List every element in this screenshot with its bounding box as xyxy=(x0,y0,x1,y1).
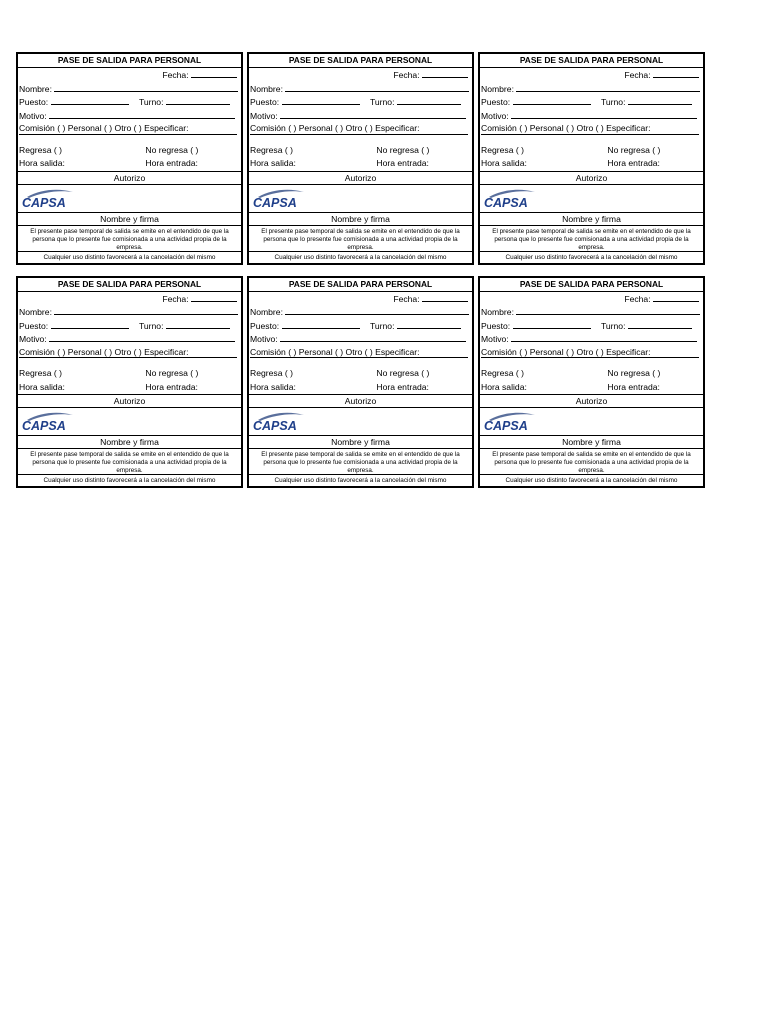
capsa-logo xyxy=(252,188,312,210)
tipo-line: Comisión ( ) Personal ( ) Otro ( ) Especificar: xyxy=(481,346,651,357)
hora-row xyxy=(249,381,472,395)
turno-blank xyxy=(397,319,461,329)
capsa-logo-text: CAPSA xyxy=(253,419,297,433)
hora-salida-label: Hora salida: xyxy=(250,381,296,392)
nombre-label: Nombre: xyxy=(481,83,514,94)
motivo-label: Motivo: xyxy=(250,334,278,344)
regresa-label: Regresa ( ) xyxy=(19,368,62,378)
tipo-line: Comisión ( ) Personal ( ) Otro ( ) Especificar: xyxy=(250,346,420,357)
puesto-blank xyxy=(513,95,591,105)
notice-text: El presente pase temporal de salida se emite en el entendido de que la persona que lo presente fue comisionada a una actividad propia de la empresa. xyxy=(480,225,703,251)
turno-blank xyxy=(628,95,692,105)
puesto-turno-field xyxy=(249,319,472,333)
motivo-label: Motivo: xyxy=(250,110,278,121)
capsa-logo xyxy=(483,188,543,210)
fecha-blank xyxy=(422,68,468,78)
puesto-turno-field xyxy=(480,319,703,333)
signature-area xyxy=(249,407,472,435)
motivo-blank xyxy=(280,109,466,119)
nombre-label: Nombre: xyxy=(19,307,52,317)
hora-entrada-label: Hora entrada: xyxy=(607,158,660,168)
motivo-blank xyxy=(280,332,466,342)
fecha-field xyxy=(480,292,703,306)
hora-entrada-label: Hora entrada: xyxy=(376,158,429,168)
capsa-logo-text: CAPSA xyxy=(22,419,66,433)
nombre-label: Nombre: xyxy=(481,307,514,317)
fecha-field xyxy=(249,68,472,82)
hora-salida-label: Hora salida: xyxy=(19,158,65,168)
nombre-blank xyxy=(516,82,700,92)
nombre-field xyxy=(18,82,241,96)
capsa-logo-text: CAPSA xyxy=(22,195,66,210)
footer-text: Cualquier uso distinto favorecerá a la cancelación del mismo xyxy=(249,251,472,263)
hora-row xyxy=(18,381,241,395)
fecha-label: Fecha: xyxy=(393,70,420,80)
hora-row xyxy=(249,157,472,171)
fecha-label: Fecha: xyxy=(624,293,651,304)
footer-text: Cualquier uso distinto favorecerá a la cancelación del mismo xyxy=(18,251,241,263)
fecha-field xyxy=(480,68,703,82)
hora-row xyxy=(18,157,241,171)
autorizo-label: Autorizo xyxy=(249,171,472,184)
pass-title: PASE DE SALIDA PARA PERSONAL xyxy=(249,54,472,68)
no-regresa-label: No regresa ( ) xyxy=(376,368,430,378)
puesto-label: Puesto: xyxy=(19,320,49,331)
regresa-row xyxy=(480,144,703,158)
nombre-label: Nombre: xyxy=(19,83,52,94)
nombre-field xyxy=(249,82,472,96)
capsa-logo xyxy=(483,411,543,433)
passes-row xyxy=(16,276,706,489)
fecha-label: Fecha: xyxy=(393,293,420,304)
nombre-field xyxy=(480,82,703,96)
hora-salida-label: Hora salida: xyxy=(19,381,65,392)
firma-label: Nombre y firma xyxy=(249,212,472,225)
notice-text: El presente pase temporal de salida se emite en el entendido de que la persona que lo presente fue comisionada a una actividad propia de la empresa. xyxy=(249,448,472,474)
turno-label: Turno: xyxy=(138,97,164,107)
turno-label: Turno: xyxy=(138,320,164,331)
tipo-line: Comisión ( ) Personal ( ) Otro ( ) Especificar: xyxy=(19,123,189,133)
fecha-label: Fecha: xyxy=(624,70,651,80)
footer-text: Cualquier uso distinto favorecerá a la cancelación del mismo xyxy=(480,251,703,263)
hora-entrada-label: Hora entrada: xyxy=(145,158,198,168)
footer-text: Cualquier uso distinto favorecerá a la cancelación del mismo xyxy=(249,474,472,486)
nombre-blank xyxy=(54,305,238,315)
motivo-blank xyxy=(49,109,235,119)
autorizo-label: Autorizo xyxy=(18,171,241,184)
firma-label: Nombre y firma xyxy=(480,212,703,225)
fecha-blank xyxy=(191,68,237,78)
motivo-field xyxy=(18,109,241,123)
fecha-blank xyxy=(191,292,237,302)
regresa-label: Regresa ( ) xyxy=(250,144,293,155)
firma-label: Nombre y firma xyxy=(18,212,241,225)
nombre-blank xyxy=(54,82,238,92)
passes-grid xyxy=(16,52,706,499)
puesto-blank xyxy=(513,319,591,329)
autorizo-label: Autorizo xyxy=(480,394,703,407)
regresa-row xyxy=(480,367,703,381)
capsa-logo xyxy=(252,411,312,433)
hora-entrada-label: Hora entrada: xyxy=(145,381,198,392)
motivo-label: Motivo: xyxy=(19,110,47,121)
hora-salida-label: Hora salida: xyxy=(250,158,296,168)
nombre-field xyxy=(18,305,241,319)
exit-pass-form xyxy=(478,276,705,489)
fecha-blank xyxy=(422,292,468,302)
regresa-row xyxy=(18,367,241,381)
turno-label: Turno: xyxy=(600,320,626,331)
hora-entrada-label: Hora entrada: xyxy=(376,381,429,392)
puesto-turno-field xyxy=(480,95,703,109)
puesto-label: Puesto: xyxy=(481,320,511,331)
no-regresa-label: No regresa ( ) xyxy=(607,144,661,155)
motivo-field xyxy=(249,332,472,346)
notice-text: El presente pase temporal de salida se emite en el entendido de que la persona que lo presente fue comisionada a una actividad propia de la empresa. xyxy=(480,448,703,474)
footer-text: Cualquier uso distinto favorecerá a la cancelación del mismo xyxy=(18,474,241,486)
nombre-label: Nombre: xyxy=(250,307,283,317)
hora-entrada-label: Hora entrada: xyxy=(607,381,660,392)
nombre-blank xyxy=(285,305,469,315)
puesto-blank xyxy=(282,319,360,329)
puesto-blank xyxy=(51,95,129,105)
puesto-blank xyxy=(282,95,360,105)
fecha-blank xyxy=(653,292,699,302)
turno-label: Turno: xyxy=(369,97,395,107)
autorizo-label: Autorizo xyxy=(18,394,241,407)
regresa-label: Regresa ( ) xyxy=(19,144,62,155)
hora-row xyxy=(480,157,703,171)
pass-title: PASE DE SALIDA PARA PERSONAL xyxy=(249,278,472,292)
turno-label: Turno: xyxy=(369,320,395,331)
signature-area xyxy=(480,184,703,212)
puesto-label: Puesto: xyxy=(481,97,511,107)
no-regresa-label: No regresa ( ) xyxy=(376,144,430,155)
exit-pass-form xyxy=(247,52,474,265)
regresa-label: Regresa ( ) xyxy=(481,368,524,378)
exit-pass-form xyxy=(247,276,474,489)
no-regresa-label: No regresa ( ) xyxy=(607,368,661,378)
motivo-blank xyxy=(49,332,235,342)
turno-blank xyxy=(628,319,692,329)
turno-blank xyxy=(166,319,230,329)
puesto-blank xyxy=(51,319,129,329)
fecha-label: Fecha: xyxy=(162,293,189,304)
fecha-label: Fecha: xyxy=(162,70,189,80)
puesto-label: Puesto: xyxy=(250,320,280,331)
notice-text: El presente pase temporal de salida se emite en el entendido de que la persona que lo presente fue comisionada a una actividad propia de la empresa. xyxy=(18,448,241,474)
exit-pass-form xyxy=(478,52,705,265)
motivo-field xyxy=(18,332,241,346)
motivo-blank xyxy=(511,332,697,342)
footer-text: Cualquier uso distinto favorecerá a la cancelación del mismo xyxy=(480,474,703,486)
firma-label: Nombre y firma xyxy=(18,435,241,448)
no-regresa-label: No regresa ( ) xyxy=(145,368,199,378)
capsa-logo xyxy=(21,188,81,210)
nombre-field xyxy=(480,305,703,319)
capsa-logo-text: CAPSA xyxy=(484,419,528,433)
autorizo-label: Autorizo xyxy=(480,171,703,184)
regresa-label: Regresa ( ) xyxy=(250,368,293,378)
nombre-field xyxy=(249,305,472,319)
pass-title: PASE DE SALIDA PARA PERSONAL xyxy=(480,278,703,292)
signature-area xyxy=(249,184,472,212)
pass-title: PASE DE SALIDA PARA PERSONAL xyxy=(18,278,241,292)
capsa-logo xyxy=(21,411,81,433)
tipo-line: Comisión ( ) Personal ( ) Otro ( ) Especificar: xyxy=(250,123,420,133)
regresa-row xyxy=(18,144,241,158)
firma-label: Nombre y firma xyxy=(480,435,703,448)
puesto-label: Puesto: xyxy=(19,97,49,107)
hora-salida-label: Hora salida: xyxy=(481,381,527,392)
signature-area xyxy=(18,184,241,212)
capsa-logo-text: CAPSA xyxy=(484,195,528,210)
motivo-label: Motivo: xyxy=(481,334,509,344)
nombre-blank xyxy=(285,82,469,92)
autorizo-label: Autorizo xyxy=(249,394,472,407)
tipo-line: Comisión ( ) Personal ( ) Otro ( ) Especificar: xyxy=(19,346,189,357)
fecha-field xyxy=(18,68,241,82)
puesto-turno-field xyxy=(18,319,241,333)
notice-text: El presente pase temporal de salida se emite en el entendido de que la persona que lo presente fue comisionada a una actividad propia de la empresa. xyxy=(18,225,241,251)
motivo-label: Motivo: xyxy=(481,110,509,121)
puesto-label: Puesto: xyxy=(250,97,280,107)
nombre-blank xyxy=(516,305,700,315)
turno-blank xyxy=(397,95,461,105)
fecha-blank xyxy=(653,68,699,78)
notice-text: El presente pase temporal de salida se emite en el entendido de que la persona que lo presente fue comisionada a una actividad propia de la empresa. xyxy=(249,225,472,251)
motivo-field xyxy=(249,109,472,123)
exit-pass-form xyxy=(16,52,243,265)
puesto-turno-field xyxy=(249,95,472,109)
exit-pass-form xyxy=(16,276,243,489)
motivo-field xyxy=(480,109,703,123)
hora-row xyxy=(480,381,703,395)
hora-salida-label: Hora salida: xyxy=(481,158,527,168)
pass-title: PASE DE SALIDA PARA PERSONAL xyxy=(18,54,241,68)
fecha-field xyxy=(249,292,472,306)
motivo-label: Motivo: xyxy=(19,334,47,344)
regresa-row xyxy=(249,367,472,381)
no-regresa-label: No regresa ( ) xyxy=(145,144,199,155)
pass-title: PASE DE SALIDA PARA PERSONAL xyxy=(480,54,703,68)
signature-area xyxy=(480,407,703,435)
capsa-logo-text: CAPSA xyxy=(253,195,297,210)
motivo-blank xyxy=(511,109,697,119)
puesto-turno-field xyxy=(18,95,241,109)
signature-area xyxy=(18,407,241,435)
turno-label: Turno: xyxy=(600,97,626,107)
passes-row xyxy=(16,52,706,265)
regresa-row xyxy=(249,144,472,158)
nombre-label: Nombre: xyxy=(250,83,283,94)
firma-label: Nombre y firma xyxy=(249,435,472,448)
regresa-label: Regresa ( ) xyxy=(481,144,524,155)
tipo-line: Comisión ( ) Personal ( ) Otro ( ) Especificar: xyxy=(481,123,651,133)
fecha-field xyxy=(18,292,241,306)
turno-blank xyxy=(166,95,230,105)
motivo-field xyxy=(480,332,703,346)
